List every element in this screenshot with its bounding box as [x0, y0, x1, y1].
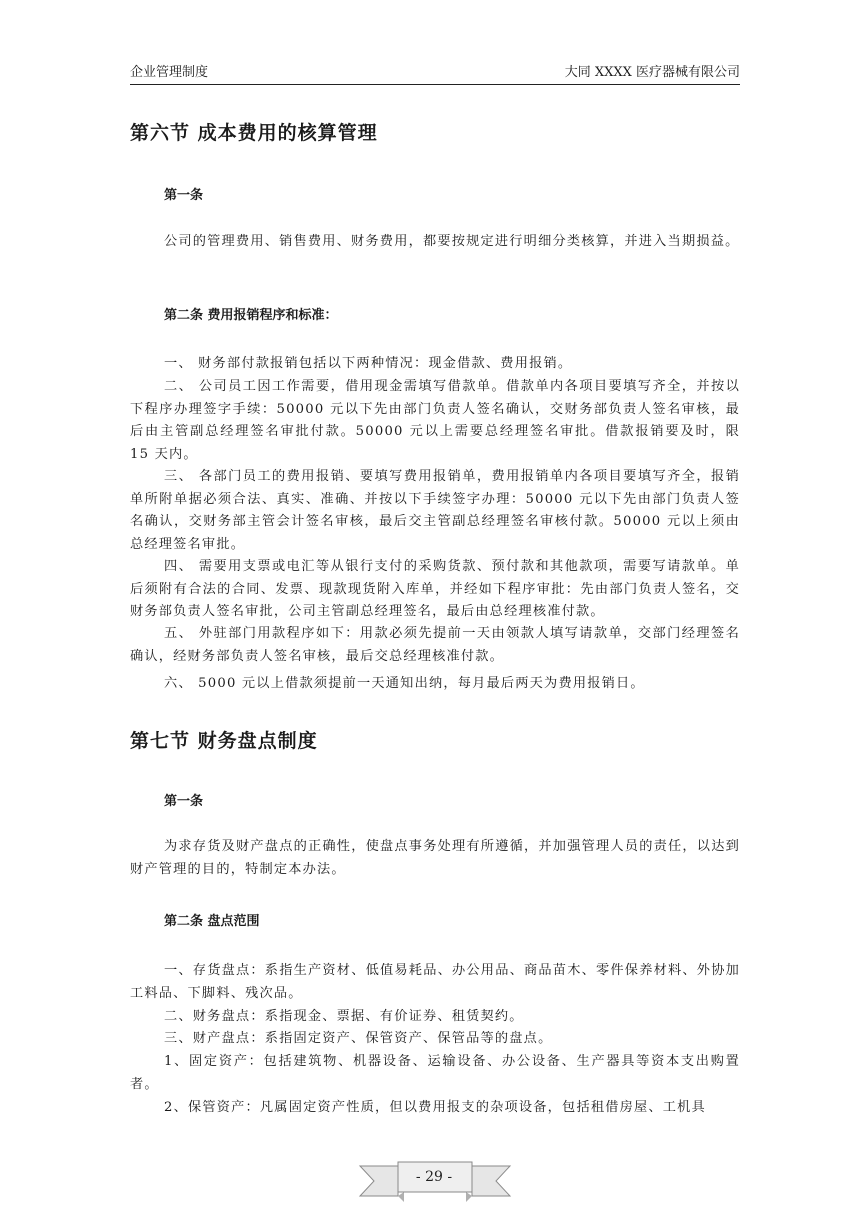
page-number: - 29 -	[415, 1169, 453, 1185]
list-item: 二、财务盘点：系指现金、票据、有价证券、租赁契约。	[164, 1009, 524, 1024]
list-item: 二、 公司员工因工作需要，借用现金需填写借款单。借款单内各项目要填写齐全，并按以下程序办理签字手续：50000 元以下先由部门负责人签名确认，交财务部负责人签名审核，最后由主管副总经理签名审批付款。50000 元以上需要总经理签名审批。借款报销要及时，限 15 天内。	[130, 379, 740, 462]
list-item: 五、 外驻部门用款程序如下：用款必须先提前一天由领款人填写请款单，交部门经理签名确认，经财务部负责人签名审核，最后交总经理核准付款。	[130, 626, 740, 664]
list-item: 三、 各部门员工的费用报销、要填写费用报销单，费用报销单内各项目要填写齐全，报销单所附单据必须合法、真实、准确、并按以下手续签字办理：50000 元以下先由部门负责人签名确认，交财务部主管会计签名审核，最后交主管副总经理签名审核付款。50000 元以上须由总经理签名审批。	[130, 469, 740, 552]
list-item: 1、固定资产：包括建筑物、机器设备、运输设备、办公设备、生产器具等资本支出购置者。	[130, 1054, 740, 1092]
header-company-name: 大同 XXXX 医疗器械有限公司	[564, 65, 740, 80]
list-item: 三、财产盘点：系指固定资产、保管资产、保管品等的盘点。	[164, 1031, 553, 1046]
article-title: 第二条 费用报销程序和标准：	[164, 308, 338, 323]
list-item: 四、 需要用支票或电汇等从银行支付的采购货款、预付款和其他款项，需要写请款单。单后须附有合法的合同、发票、现款现货附入库单，并经如下程序审批：先由部门负责人签名，交财务部负责人签名审批，公司主管副总经理签名，最后由总经理核准付款。	[130, 559, 740, 619]
paragraph: 为求存货及财产盘点的正确性，使盘点事务处理有所遵循，并加强管理人员的责任，以达到财产管理的目的，特制定本办法。	[130, 839, 740, 877]
paragraph: 公司的管理费用、销售费用、财务费用，都要按规定进行明细分类核算，并进入当期损益。	[164, 234, 740, 249]
article-title: 第一条	[164, 188, 204, 203]
list-item: 一、 财务部付款报销包括以下两种情况：现金借款、费用报销。	[164, 356, 573, 371]
page-header	[130, 62, 740, 85]
section-title: 第六节 成本费用的核算管理	[130, 122, 378, 144]
article-title: 第一条	[164, 794, 204, 809]
article-title: 第二条 盘点范围	[164, 914, 260, 929]
list-item: 2、保管资产：凡属固定资产性质，但以费用报支的杂项设备，包括租借房屋、工机具	[164, 1100, 706, 1115]
section-title: 第七节 财务盘点制度	[130, 730, 318, 752]
list-item: 六、 5000 元以上借款须提前一天通知出纳，每月最后两天为费用报销日。	[164, 676, 645, 691]
list-item: 一、存货盘点：系指生产资材、低值易耗品、办公用品、商品苗木、零件保养材料、外协加工料品、下脚料、残次品。	[130, 963, 740, 1001]
header-left-title: 企业管理制度	[130, 65, 209, 80]
